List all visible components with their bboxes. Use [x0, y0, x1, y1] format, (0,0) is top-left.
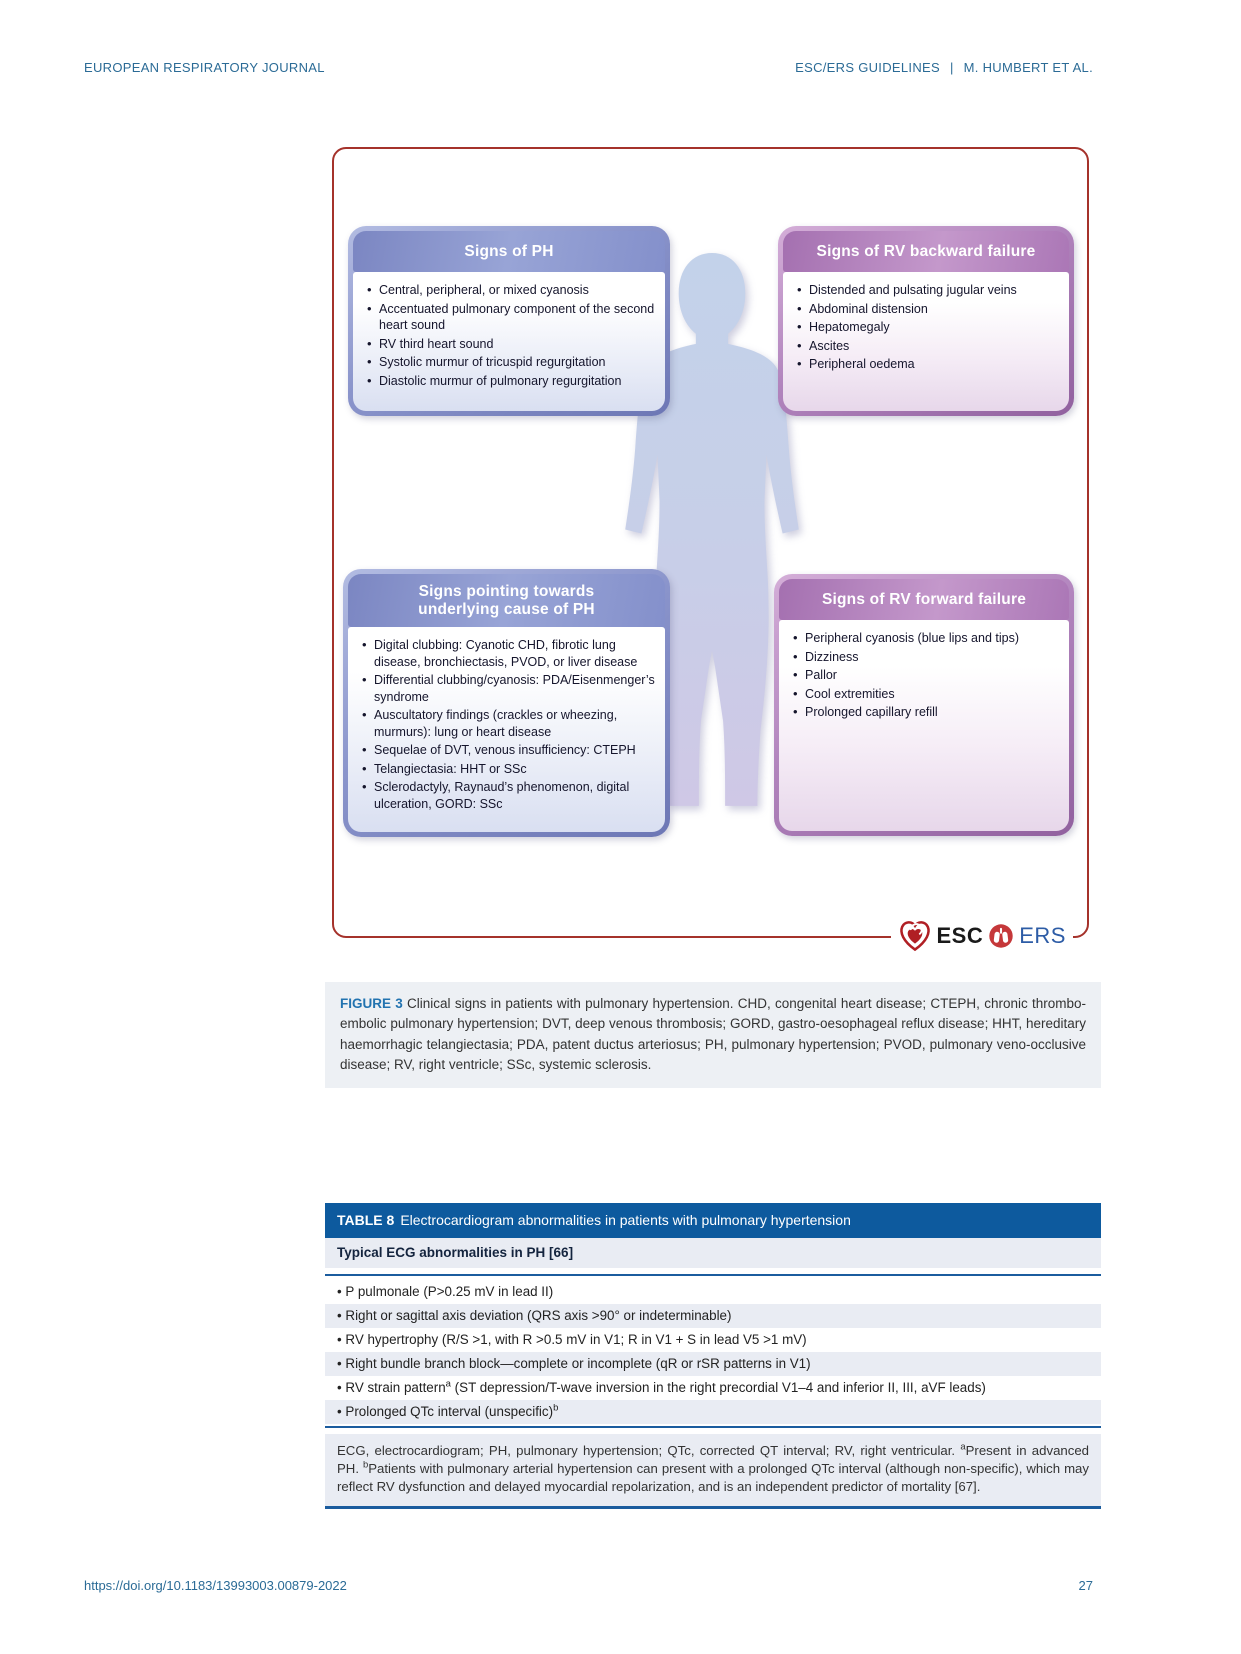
table-row: • Right bundle branch block—complete or incomplete (qR or rSR patterns in V1): [325, 1352, 1101, 1376]
box-title: Signs of PH: [353, 231, 665, 272]
page-footer: [84, 1578, 1093, 1593]
list-item: • Pallor: [791, 667, 1061, 684]
list-item: • Hepatomegaly: [795, 319, 1061, 336]
box-title: Signs of RV backward failure: [783, 231, 1069, 272]
figure-caption: [325, 982, 1101, 1088]
rv-backward-list: [795, 282, 1061, 373]
table8-rows: [325, 1280, 1101, 1424]
list-item: • Sclerodactyly, Raynaud’s phenomenon, digital ulceration, GORD: SSc: [360, 779, 657, 812]
list-item: • Telangiectasia: HHT or SSc: [360, 761, 657, 778]
page-number: 27: [1078, 1578, 1093, 1593]
ers-label: ERS: [1019, 923, 1066, 948]
box-underlying-cause: [343, 569, 670, 837]
box-rv-backward-failure: [778, 226, 1074, 416]
list-item: • Digital clubbing: Cyanotic CHD, fibrotic lung disease, bronchiectasis, PVOD, or liver disease: [360, 637, 657, 670]
list-item: • Auscultatory findings (crackles or wheezing, murmurs): lung or heart disease: [360, 707, 657, 740]
table8-rule-bottom: [325, 1506, 1101, 1509]
esc-heart-icon: [898, 919, 932, 953]
table-row: • RV strain pattern$^a$ (ST depression/T-wave inversion in the right precordial V1–4 and inferior II, III, aVF leads): [337, 1378, 986, 1395]
figure-caption-text: Clinical signs in patients with pulmonary hypertension. CHD, congenital heart disease; CTEPH, chronic thrombo-embolic pulmonary hypertension; DVT, deep venous thrombosis; GORD, gastro-oesophageal reflux disease; HHT, hereditary haemorrhagic telangiectasia; PDA, patent ductus arteriosus; PH, pulmonary hypertension; PVOD, pulmonary veno-occlusive disease; RV, right ventricle; SSc, systemic sclerosis.: [340, 996, 1086, 1072]
box-title: Signs pointing towards underlying cause of PH: [348, 574, 665, 627]
list-item: • Distended and pulsating jugular veins: [795, 282, 1061, 299]
list-item: • Peripheral cyanosis (blue lips and tips): [791, 630, 1061, 647]
rv-forward-list: [791, 630, 1061, 721]
box-rv-forward-failure: [774, 574, 1074, 836]
box-signs-of-ph: [348, 226, 670, 416]
table-row: • RV hypertrophy (R/S >1, with R >0.5 mV in V1; R in V1 + S in lead V5 >1 mV): [337, 1332, 807, 1347]
list-item: • Cool extremities: [791, 686, 1061, 703]
esc-ers-logo: [891, 917, 1074, 955]
figure3-panel: [332, 147, 1089, 948]
list-item: • Differential clubbing/cyanosis: PDA/Eisenmenger’s syndrome: [360, 672, 657, 705]
list-item: • Abdominal distension: [795, 301, 1061, 318]
list-item: • Diastolic murmur of pulmonary regurgitation: [365, 373, 657, 390]
table-row: • Right or sagittal axis deviation (QRS axis >90° or indeterminable): [325, 1304, 1101, 1328]
signs-of-ph-list: [365, 282, 657, 389]
table8-title-bar: [325, 1203, 1101, 1238]
list-item: • Accentuated pulmonary component of the second heart sound: [365, 301, 657, 334]
box-title: Signs of RV forward failure: [779, 579, 1069, 620]
ers-lungs-icon: [988, 923, 1014, 949]
esc-label: ESC: [936, 923, 984, 948]
list-item: • Sequelae of DVT, venous insufficiency: CTEPH: [360, 742, 657, 759]
list-item: • Prolonged capillary refill: [791, 704, 1061, 721]
table8-rule-mid: [325, 1426, 1101, 1428]
table8-label: TABLE 8: [337, 1212, 395, 1228]
list-item: • Central, peripheral, or mixed cyanosis: [365, 282, 657, 299]
underlying-cause-list: [360, 637, 657, 812]
table-row: • Prolonged QTc interval (unspecific)$^b$: [325, 1400, 1101, 1424]
table8: [325, 1203, 1101, 1509]
figure-caption-label: FIGURE 3: [340, 996, 403, 1011]
table-row: • P pulmonale (P>0.25 mV in lead II): [337, 1284, 554, 1299]
header-divider: |: [949, 60, 954, 75]
list-item: • Peripheral oedema: [795, 356, 1061, 373]
list-item: • Ascites: [795, 338, 1061, 355]
table8-footnote: ECG, electrocardiogram; PH, pulmonary hypertension; QTc, corrected QT interval; RV, right ventricular. $^a$Present in advanced PH. $^b$Patients with pulmonary arterial hypertension can present with a prolonged QTc interval (although non-specific), which may reflect RV dysfunction and delayed myocardial repolarization, and is an independent predictor of mortality [67].: [325, 1434, 1101, 1506]
table8-subheader: Typical ECG abnormalities in PH [66]: [325, 1238, 1101, 1268]
table8-rule-top: [325, 1274, 1101, 1276]
header-authors: M. HUMBERT ET AL.: [963, 60, 1093, 75]
list-item: • Systolic murmur of tricuspid regurgitation: [365, 354, 657, 371]
doi-link[interactable]: https://doi.org/10.1183/13993003.00879-2022: [84, 1578, 347, 1593]
header-section-label: ESC/ERS GUIDELINES: [795, 60, 940, 75]
journal-name: EUROPEAN RESPIRATORY JOURNAL: [84, 60, 325, 75]
list-item: • Dizziness: [791, 649, 1061, 666]
table8-title: Electrocardiogram abnormalities in patients with pulmonary hypertension: [400, 1212, 851, 1228]
list-item: • RV third heart sound: [365, 336, 657, 353]
page-header: [84, 60, 1093, 75]
